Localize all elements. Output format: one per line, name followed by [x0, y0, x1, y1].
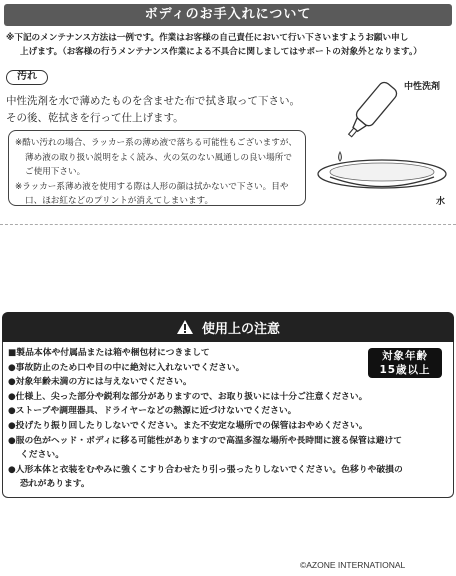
detergent-label: 中性洗剤: [404, 82, 441, 92]
age-badge-line: 15歳以上: [379, 364, 431, 376]
detergent-bottle-icon: [342, 80, 398, 142]
caution-item: 恐れがあります。: [20, 479, 90, 490]
caution-item: ■製品本体や付属品または箱や梱包材につきまして: [8, 348, 210, 358]
care-note-box: [8, 130, 306, 206]
caution-item: ●仕様上、尖った部分や鋭利な部分がありますので、お取り扱いには十分ご注意ください。: [8, 391, 368, 402]
instruction-line: その後、乾拭きを行って仕上げます。: [6, 112, 184, 124]
caution-title: 使用上の注意: [201, 321, 280, 337]
caution-item: ●人形本体と衣装をむやみに強くこすり合わせたり引っ張ったりしないでください。色移りや破損の: [8, 464, 403, 475]
warning-icon: [176, 319, 194, 335]
caution-header: [2, 312, 454, 342]
note-line: 薄め液の取り扱い説明をよく読み、火の気のない風通しの良い場所で: [25, 152, 292, 163]
water-dish-icon: [318, 160, 446, 188]
copyright: ©AZONE INTERNATIONAL: [300, 560, 406, 570]
note-line: ご使用下さい。: [25, 167, 86, 177]
care-intro: [6, 31, 450, 59]
intro-line: ※下記のメンテナンス方法は一例です。作業はお客様の自己責任において行い下さいますようお願い申し: [6, 33, 409, 43]
caution-item: ●事故防止のため口や目の中に絶対に入れないでください。: [8, 362, 245, 373]
caution-item: ください。: [20, 450, 64, 461]
drop-icon: [339, 152, 342, 161]
caution-item: ●ストーブや調理器具、ドライヤーなどの熱源に近づけないでください。: [8, 406, 297, 417]
section-divider: [0, 224, 456, 225]
caution-item: ●投げたり振り回したりしないでください。また不安定な場所での保管はおやめください。: [8, 420, 368, 431]
age-badge-line: 対象年齢: [382, 350, 428, 362]
care-instructions: [6, 93, 326, 127]
care-section-title: ボディのお手入れについて: [4, 4, 452, 26]
intro-line: 上げます。（お客様の行うメンテナンス作業による不具合に関しましてはサポートの対象外となります。）: [20, 47, 422, 57]
caution-list: [8, 346, 452, 492]
note-line: ※ラッカー系薄め液を使用する際は人形の顔は拭かないで下さい。目や: [15, 181, 289, 192]
caution-item: ●対象年齢未満の方には与えないでください。: [8, 377, 192, 388]
water-label: 水: [436, 197, 446, 207]
dirt-tag: 汚れ: [6, 70, 48, 85]
caution-item: ●服の色がヘッド・ボディに移る可能性がありますので高温多湿な場所や長時間に渡る保管は避けて: [8, 435, 403, 446]
note-line: ※酷い汚れの場合、ラッカー系の薄め液で落ちる可能性もございますが、: [15, 138, 298, 148]
instruction-line: 中性洗剤を水で薄めたものを含ませた布で拭き取って下さい。: [6, 95, 300, 107]
note-line: 口、ほお紅などのプリントが消えてしまいます。: [25, 196, 214, 206]
